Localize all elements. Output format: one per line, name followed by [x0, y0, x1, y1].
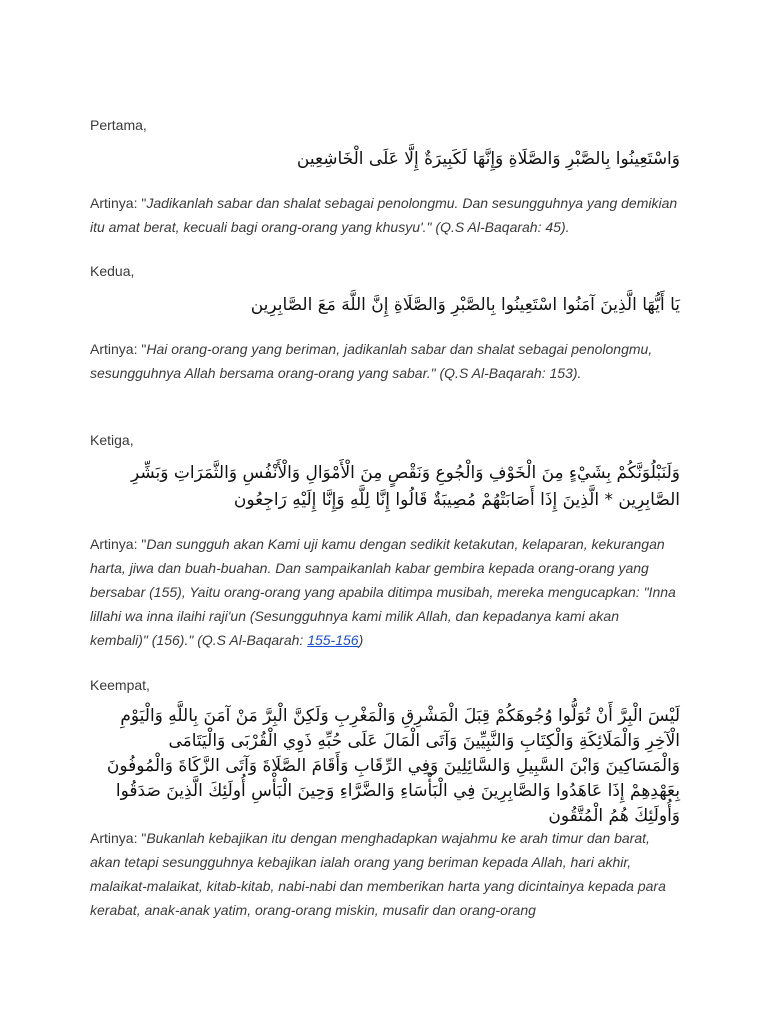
translation-pertama: [90, 191, 680, 239]
translation-prefix: Artinya: ": [90, 830, 147, 846]
arabic-verse-keempat: لَيْسَ الْبِرَّ أَنْ تُوَلُّوا وُجُوهَكُمْ قِبَلَ الْمَشْرِقِ وَالْمَغْرِبِ وَلَكِنَّ الْبِرَّ مَنْ آمَنَ بِاللَّهِ وَالْيَوْمِ الْآخِرِ وَالْمَلَائِكَةِ وَالْكِتَابِ وَالنَّبِيِّينَ وَآتَى الْمَالَ عَلَى حُبِّهِ ذَوِي الْقُرْبَى وَالْيَتَامَى وَالْمَسَاكِينَ وَابْنَ السَّبِيلِ وَالسَّائِلِينَ وَفِي الرِّقَابِ وَأَقَامَ الصَّلَاةَ وَآتَى الزَّكَاةَ وَالْمُوفُونَ بِعَهْدِهِمْ إِذَا عَاهَدُوا وَالصَّابِرِينَ فِي الْبَأْسَاءِ وَالضَّرَّاءِ وَحِينَ الْبَأْسِ أُولَئِكَ الَّذِينَ صَدَقُوا وَأُولَئِكَ هُمُ الْمُتَّقُون: [106, 706, 680, 826]
translation-keempat: [90, 826, 680, 922]
section-label-kedua: Kedua,: [90, 263, 135, 279]
section-label-ketiga: Ketiga,: [90, 432, 134, 448]
translation-prefix: Artinya: ": [90, 341, 147, 357]
translation-suffix: " (Q.S Al-Baqarah: 45).: [426, 219, 570, 235]
arabic-verse-pertama: وَاسْتَعِينُوا بِالصَّبْرِ وَالصَّلَاةِ وَإِنَّهَا لَكَبِيرَةٌ إِلَّا عَلَى الْخَاشِعِين: [296, 149, 680, 169]
translation-kedua: [90, 337, 680, 385]
translation-text: Jadikanlah sabar dan shalat sebagai penolongmu. Dan sesungguhnya yang demikian itu amat berat, kecuali bagi orang-orang yang khusyu'.: [90, 195, 678, 235]
translation-ketiga: [90, 532, 680, 652]
arabic-verse-kedua: يَا أَيُّهَا الَّذِينَ آمَنُوا اسْتَعِينُوا بِالصَّبْرِ وَالصَّلَاةِ إِنَّ اللَّهَ مَعَ الصَّابِرِين: [250, 295, 680, 315]
translation-prefix: Artinya: ": [90, 195, 147, 211]
section-label-pertama: Pertama,: [90, 117, 147, 133]
translation-suffix: " (Q.S Al-Baqarah:: [188, 632, 308, 648]
translation-suffix: " (Q.S Al-Baqarah: 153).: [430, 365, 582, 381]
translation-text: Dan sungguh akan Kami uji kamu dengan sedikit ketakutan, kelaparan, kekurangan harta, jiwa dan buah-buahan. Dan sampaikanlah kabar gembira kepada orang-orang yang bersabar (155), Yaitu orang-orang yang apabila ditimpa musibah, mereka mengucapkan: "Inna lillahi wa inna ilaihi raji'un (Sesungguhnya kami milik Allah, dan kepadanya kami akan kembali)" (156).: [90, 536, 676, 648]
translation-end: ): [358, 632, 364, 648]
arabic-verse-ketiga: وَلَنَبْلُوَنَّكُمْ بِشَيْءٍ مِنَ الْخَوْفِ وَالْجُوعِ وَنَقْصٍ مِنَ الْأَمْوَالِ وَالْأَنْفُسِ وَالثَّمَرَاتِ وَبَشِّرِ الصَّابِرِين * الَّذِينَ إِذَا أَصَابَتْهُمْ مُصِيبَةٌ قَالُوا إِنَّا لِلَّهِ وَإِنَّا إِلَيْهِ رَاجِعُون: [130, 463, 680, 510]
section-label-keempat: Keempat,: [90, 677, 150, 693]
translation-text: Bukanlah kebajikan itu dengan menghadapkan wajahmu ke arah timur dan barat, akan tetapi sesungguhnya kebajikan ialah orang yang beriman kepada Allah, hari akhir, malaikat-malaikat, kitab-kitab, nabi-nabi dan memberikan harta yang dicintainya kepada para kerabat, anak-anak yatim, orang-orang miskin, musafir dan orang-orang: [90, 830, 666, 918]
translation-prefix: Artinya: ": [90, 536, 147, 552]
translation-text: Hai orang-orang yang beriman, jadikanlah sabar dan shalat sebagai penolongmu, sesungguhnya Allah bersama orang-orang yang sabar.: [90, 341, 653, 381]
verse-reference-link[interactable]: 155-156: [307, 632, 359, 648]
